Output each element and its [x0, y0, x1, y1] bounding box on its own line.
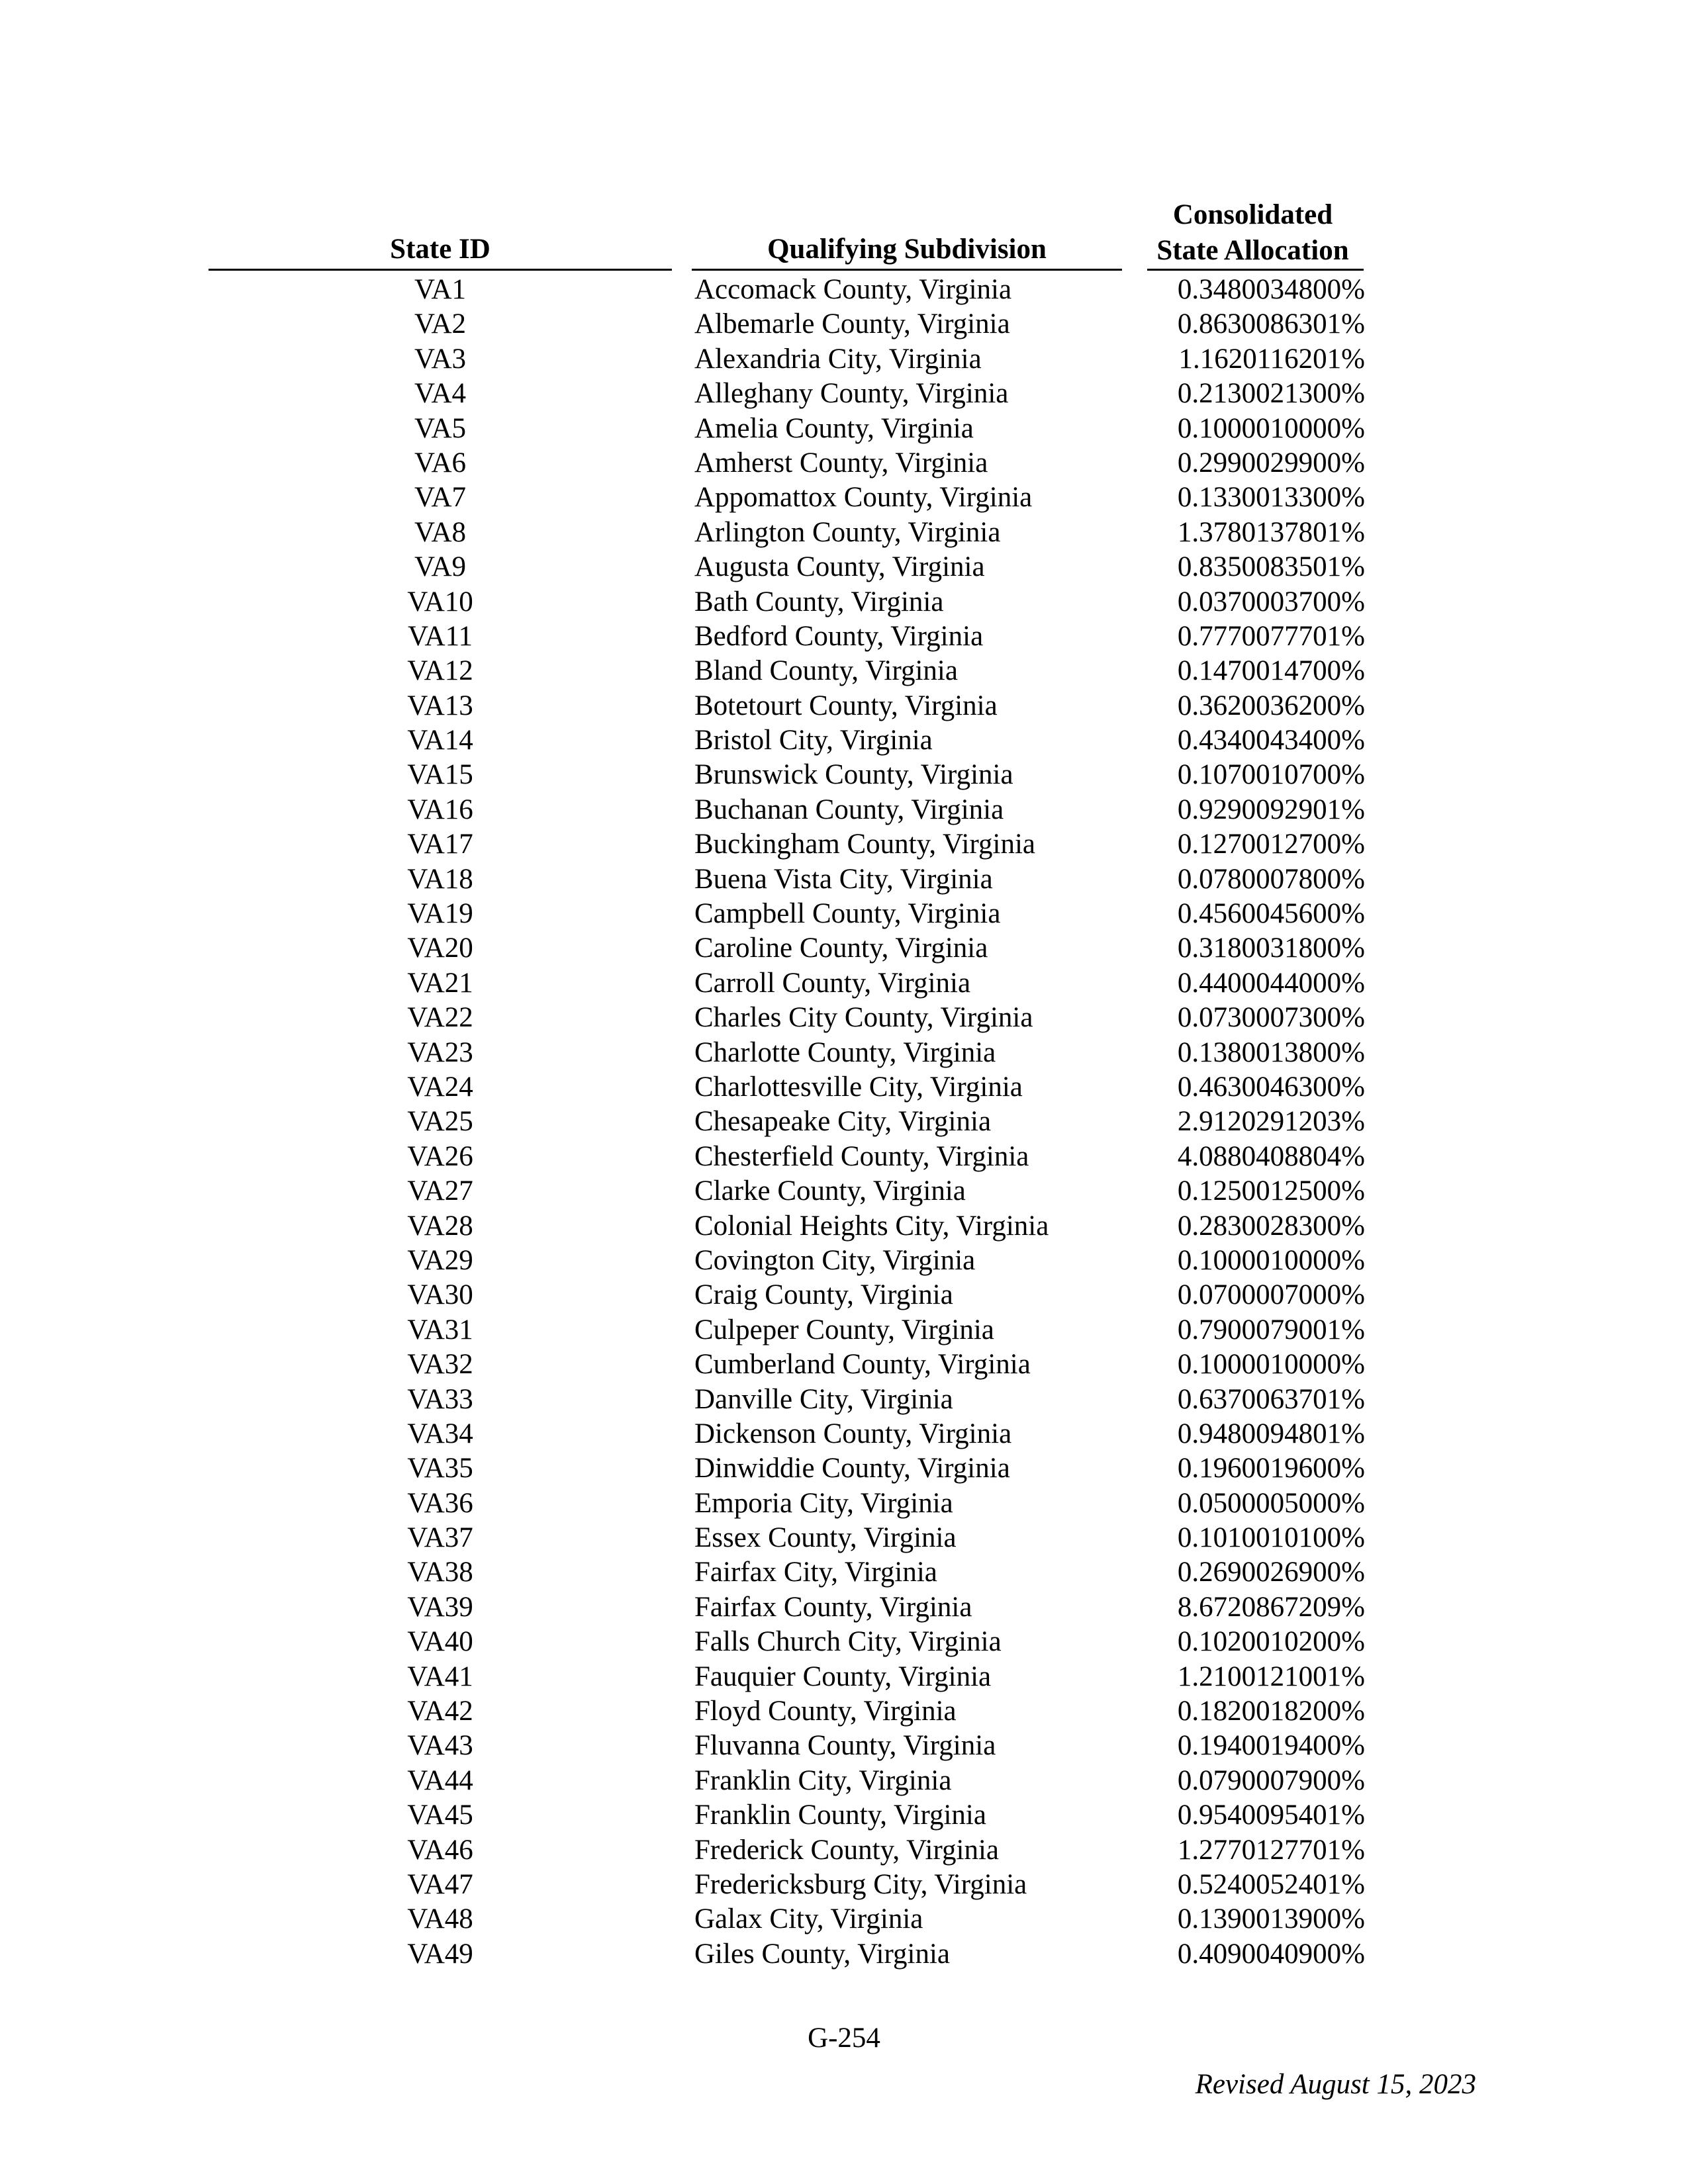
table-row [0, 1868, 1688, 1902]
subdivision-cell: Brunswick County, Virginia [694, 759, 1013, 791]
table-row [0, 758, 1688, 792]
table-row [0, 516, 1688, 550]
subdivision-cell: Dinwiddie County, Virginia [694, 1453, 1010, 1484]
table-row [0, 1451, 1688, 1486]
table-row [0, 1902, 1688, 1936]
state-id-cell: VA46 [407, 1834, 473, 1866]
subdivision-cell: Culpeper County, Virginia [694, 1314, 994, 1345]
allocation-cell: 0.1820018200% [1177, 1696, 1365, 1727]
subdivision-cell: Danville City, Virginia [694, 1383, 953, 1415]
subdivision-cell: Covington City, Virginia [694, 1244, 976, 1276]
allocation-cell: 0.4340043400% [1177, 725, 1365, 756]
subdivision-cell: Bristol City, Virginia [694, 725, 933, 756]
table-row [0, 897, 1688, 931]
state-id-cell: VA22 [407, 1002, 473, 1034]
allocation-cell: 0.8630086301% [1177, 308, 1365, 340]
state-id-cell: VA17 [407, 829, 473, 860]
table-row [0, 1383, 1688, 1417]
allocation-cell: 1.3780137801% [1177, 516, 1365, 548]
subdivision-cell: Fredericksburg City, Virginia [694, 1868, 1027, 1900]
state-id-cell: VA21 [407, 967, 473, 999]
subdivision-cell: Bath County, Virginia [694, 586, 944, 617]
subdivision-cell: Galax City, Virginia [694, 1903, 923, 1935]
allocation-cell: 0.0500005000% [1177, 1487, 1365, 1519]
state-id-cell: VA4 [414, 378, 467, 410]
subdivision-cell: Fairfax City, Virginia [694, 1557, 937, 1588]
allocation-cell: 0.1270012700% [1177, 829, 1365, 860]
table-row [0, 619, 1688, 654]
subdivision-cell: Giles County, Virginia [694, 1938, 951, 1970]
state-id-cell: VA45 [407, 1799, 473, 1831]
header-underline-subdivision [692, 269, 1122, 271]
state-id-cell: VA30 [407, 1279, 473, 1311]
table-row [0, 1070, 1688, 1105]
subdivision-cell: Dickenson County, Virginia [694, 1418, 1012, 1449]
table-row [0, 1209, 1688, 1244]
subdivision-cell: Buena Vista City, Virginia [694, 863, 993, 895]
state-id-cell: VA23 [407, 1036, 473, 1068]
allocation-cell: 0.4400044000% [1177, 967, 1365, 999]
allocation-cell: 8.6720867209% [1177, 1591, 1365, 1623]
allocation-cell: 0.1000010000% [1177, 412, 1365, 444]
state-id-cell: VA25 [407, 1106, 473, 1138]
allocation-cell: 0.0790007900% [1177, 1764, 1365, 1796]
header-allocation-line1: Consolidated [1172, 199, 1333, 230]
subdivision-cell: Alleghany County, Virginia [694, 378, 1009, 410]
subdivision-cell: Botetourt County, Virginia [694, 690, 998, 721]
allocation-cell: 0.6370063701% [1177, 1383, 1365, 1415]
state-id-cell: VA11 [408, 620, 473, 652]
table-row [0, 273, 1688, 307]
allocation-cell: 0.2830028300% [1177, 1210, 1365, 1242]
state-id-cell: VA5 [414, 412, 467, 444]
table-row [0, 1417, 1688, 1451]
table-row [0, 723, 1688, 758]
subdivision-cell: Fairfax County, Virginia [694, 1591, 972, 1623]
subdivision-cell: Augusta County, Virginia [694, 551, 985, 583]
state-id-cell: VA40 [407, 1626, 473, 1658]
table-row [0, 827, 1688, 862]
state-id-cell: VA12 [407, 655, 473, 687]
subdivision-cell: Amelia County, Virginia [694, 412, 974, 444]
header-underline-allocation [1147, 269, 1364, 271]
state-id-cell: VA24 [407, 1071, 473, 1103]
allocation-cell: 0.3180031800% [1177, 933, 1365, 964]
allocation-cell: 0.1000010000% [1177, 1349, 1365, 1381]
subdivision-cell: Emporia City, Virginia [694, 1487, 953, 1519]
state-id-cell: VA34 [407, 1418, 473, 1449]
table-row [0, 654, 1688, 688]
state-id-cell: VA9 [414, 551, 467, 583]
subdivision-cell: Clarke County, Virginia [694, 1175, 966, 1207]
allocation-cell: 0.0370003700% [1177, 586, 1365, 617]
table-row [0, 585, 1688, 619]
state-id-cell: VA3 [414, 343, 467, 375]
allocation-cell: 0.2690026900% [1177, 1557, 1365, 1588]
allocation-table-body [0, 273, 1688, 1972]
table-row [0, 1694, 1688, 1729]
table-row [0, 931, 1688, 966]
table-row [0, 1278, 1688, 1312]
subdivision-cell: Essex County, Virginia [694, 1522, 957, 1554]
allocation-cell: 0.1000010000% [1177, 1244, 1365, 1276]
table-row [0, 689, 1688, 723]
state-id-cell: VA8 [414, 516, 467, 548]
table-row [0, 1105, 1688, 1139]
allocation-cell: 0.1330013300% [1177, 482, 1365, 514]
state-id-cell: VA31 [407, 1314, 473, 1345]
allocation-cell: 2.9120291203% [1177, 1106, 1365, 1138]
state-id-cell: VA47 [407, 1868, 473, 1900]
table-row [0, 862, 1688, 897]
header-allocation-line2: State Allocation [1156, 235, 1349, 266]
table-row [0, 377, 1688, 411]
table-row [0, 1729, 1688, 1763]
allocation-cell: 0.1070010700% [1177, 759, 1365, 791]
allocation-cell: 0.9540095401% [1177, 1799, 1365, 1831]
state-id-cell: VA2 [414, 308, 467, 340]
state-id-cell: VA44 [407, 1764, 473, 1796]
state-id-cell: VA42 [407, 1696, 473, 1727]
allocation-cell: 0.7770077701% [1177, 620, 1365, 652]
subdivision-cell: Fauquier County, Virginia [694, 1661, 992, 1692]
state-id-cell: VA43 [407, 1730, 473, 1762]
state-id-cell: VA39 [407, 1591, 473, 1623]
table-row [0, 1244, 1688, 1278]
state-id-cell: VA28 [407, 1210, 473, 1242]
table-row [0, 446, 1688, 480]
table-row [0, 1660, 1688, 1694]
subdivision-cell: Alexandria City, Virginia [694, 343, 982, 375]
table-row [0, 1798, 1688, 1833]
allocation-cell: 0.0780007800% [1177, 863, 1365, 895]
subdivision-cell: Appomattox County, Virginia [694, 482, 1033, 514]
allocation-cell: 1.2100121001% [1177, 1661, 1365, 1692]
allocation-cell: 4.0880408804% [1177, 1140, 1365, 1172]
subdivision-cell: Colonial Heights City, Virginia [694, 1210, 1049, 1242]
allocation-cell: 0.4090040900% [1177, 1938, 1365, 1970]
table-row [0, 307, 1688, 341]
allocation-cell: 0.1940019400% [1177, 1730, 1365, 1762]
subdivision-cell: Craig County, Virginia [694, 1279, 953, 1311]
state-id-cell: VA41 [407, 1661, 473, 1692]
table-row [0, 966, 1688, 1001]
table-row [0, 1555, 1688, 1590]
state-id-cell: VA20 [407, 933, 473, 964]
table-row [0, 1764, 1688, 1798]
subdivision-cell: Carroll County, Virginia [694, 967, 971, 999]
allocation-cell: 0.9480094801% [1177, 1418, 1365, 1449]
state-id-cell: VA36 [407, 1487, 473, 1519]
allocation-cell: 0.1020010200% [1177, 1626, 1365, 1658]
table-row [0, 1486, 1688, 1521]
table-row [0, 1833, 1688, 1868]
allocation-cell: 0.1390013900% [1177, 1903, 1365, 1935]
header-qualifying-subdivision: Qualifying Subdivision [767, 234, 1047, 265]
subdivision-cell: Bland County, Virginia [694, 655, 958, 687]
allocation-cell: 0.1960019600% [1177, 1453, 1365, 1484]
table-row [0, 1036, 1688, 1070]
table-row [0, 550, 1688, 584]
header-underline-state-id [209, 269, 672, 271]
table-row [0, 480, 1688, 515]
subdivision-cell: Accomack County, Virginia [694, 274, 1012, 305]
state-id-cell: VA27 [407, 1175, 473, 1207]
allocation-cell: 0.0730007300% [1177, 1002, 1365, 1034]
subdivision-cell: Frederick County, Virginia [694, 1834, 1000, 1866]
state-id-cell: VA7 [414, 482, 467, 514]
allocation-cell: 0.1470014700% [1177, 655, 1365, 687]
table-row [0, 1521, 1688, 1555]
table-row [0, 1590, 1688, 1625]
table-row [0, 1174, 1688, 1208]
allocation-cell: 0.2130021300% [1177, 378, 1365, 410]
table-row [0, 1313, 1688, 1347]
allocation-cell: 0.1250012500% [1177, 1175, 1365, 1207]
revised-date: Revised August 15, 2023 [1195, 2069, 1476, 2100]
subdivision-cell: Charlottesville City, Virginia [694, 1071, 1023, 1103]
subdivision-cell: Albemarle County, Virginia [694, 308, 1010, 340]
subdivision-cell: Chesapeake City, Virginia [694, 1106, 992, 1138]
table-row [0, 1625, 1688, 1659]
allocation-cell: 0.3480034800% [1177, 274, 1365, 305]
table-row [0, 1347, 1688, 1382]
subdivision-cell: Charles City County, Virginia [694, 1002, 1033, 1034]
allocation-cell: 1.1620116201% [1178, 343, 1365, 375]
allocation-cell: 0.2990029900% [1177, 447, 1365, 478]
allocation-cell: 0.5240052401% [1177, 1868, 1365, 1900]
state-id-cell: VA19 [407, 898, 473, 930]
subdivision-cell: Floyd County, Virginia [694, 1696, 957, 1727]
subdivision-cell: Amherst County, Virginia [694, 447, 988, 478]
allocation-cell: 0.4630046300% [1177, 1071, 1365, 1103]
subdivision-cell: Caroline County, Virginia [694, 933, 988, 964]
header-state-id: State ID [390, 234, 491, 265]
table-row [0, 1140, 1688, 1174]
state-id-cell: VA48 [407, 1903, 473, 1935]
table-row [0, 342, 1688, 377]
allocation-cell: 0.8350083501% [1177, 551, 1365, 583]
state-id-cell: VA14 [407, 725, 473, 756]
allocation-cell: 0.7900079001% [1177, 1314, 1365, 1345]
state-id-cell: VA6 [414, 447, 467, 478]
state-id-cell: VA15 [407, 759, 473, 791]
state-id-cell: VA35 [407, 1453, 473, 1484]
table-row [0, 1937, 1688, 1972]
state-id-cell: VA1 [414, 274, 467, 305]
subdivision-cell: Bedford County, Virginia [694, 620, 984, 652]
table-row [0, 1001, 1688, 1035]
state-id-cell: VA10 [407, 586, 473, 617]
subdivision-cell: Campbell County, Virginia [694, 898, 1001, 930]
state-id-cell: VA49 [407, 1938, 473, 1970]
table-row [0, 412, 1688, 446]
allocation-cell: 1.2770127701% [1177, 1834, 1365, 1866]
allocation-cell: 0.4560045600% [1177, 898, 1365, 930]
subdivision-cell: Franklin County, Virginia [694, 1799, 986, 1831]
subdivision-cell: Buchanan County, Virginia [694, 794, 1004, 825]
subdivision-cell: Arlington County, Virginia [694, 516, 1001, 548]
state-id-cell: VA26 [407, 1140, 473, 1172]
subdivision-cell: Franklin City, Virginia [694, 1764, 952, 1796]
allocation-cell: 0.1380013800% [1177, 1036, 1365, 1068]
subdivision-cell: Cumberland County, Virginia [694, 1349, 1031, 1381]
allocation-cell: 0.0700007000% [1177, 1279, 1365, 1311]
state-id-cell: VA16 [407, 794, 473, 825]
subdivision-cell: Fluvanna County, Virginia [694, 1730, 996, 1762]
state-id-cell: VA37 [407, 1522, 473, 1554]
state-id-cell: VA32 [407, 1349, 473, 1381]
state-id-cell: VA38 [407, 1557, 473, 1588]
state-id-cell: VA29 [407, 1244, 473, 1276]
subdivision-cell: Falls Church City, Virginia [694, 1626, 1002, 1658]
subdivision-cell: Charlotte County, Virginia [694, 1036, 996, 1068]
header-consolidated-state-allocation [1142, 197, 1364, 269]
allocation-cell: 0.3620036200% [1177, 690, 1365, 721]
state-id-cell: VA13 [407, 690, 473, 721]
subdivision-cell: Buckingham County, Virginia [694, 829, 1035, 860]
subdivision-cell: Chesterfield County, Virginia [694, 1140, 1029, 1172]
page-number: G-254 [808, 2023, 880, 2054]
allocation-cell: 0.1010010100% [1177, 1522, 1365, 1554]
state-id-cell: VA18 [407, 863, 473, 895]
state-id-cell: VA33 [407, 1383, 473, 1415]
allocation-cell: 0.9290092901% [1177, 794, 1365, 825]
table-row [0, 793, 1688, 827]
